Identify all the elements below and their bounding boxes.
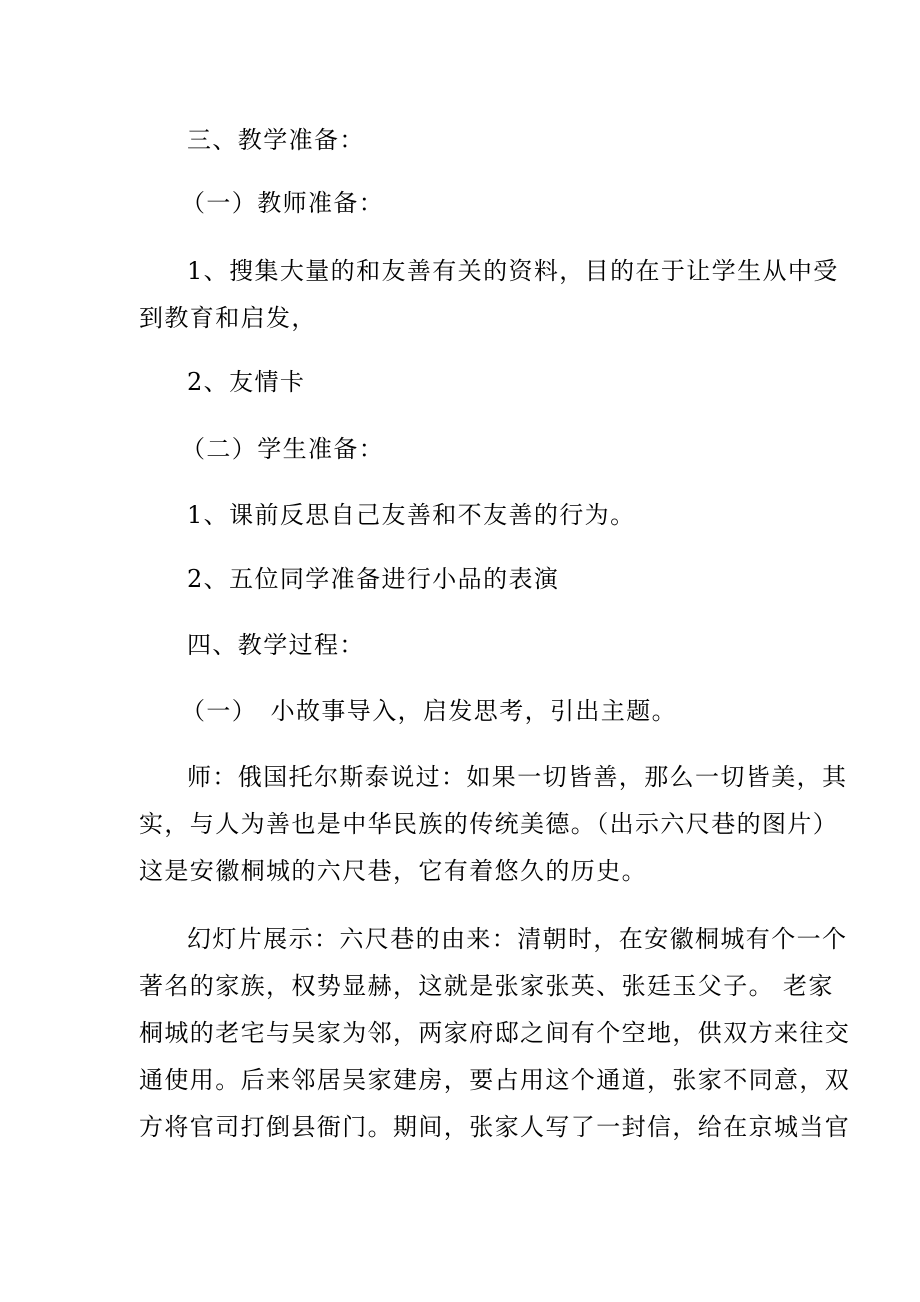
teacher-item-2: 2、友情卡 (187, 368, 306, 396)
teacher-speech-line-1: 师：俄国托尔斯泰说过：如果一切皆善，那么一切皆美，其 (187, 763, 848, 791)
subheading-story-intro: （一） 小故事导入，启发思考，引出主题。 (181, 697, 677, 725)
slide-story-line-2: 著名的家族，权势显赫，这就是张家张英、张廷玉父子。 老家 (139, 972, 834, 1000)
slide-story-line-5: 方将官司打倒县衙门。期间，张家人写了一封信，给在京城当官 (139, 1113, 851, 1141)
subheading-teacher-preparation: （一）教师准备： (181, 189, 385, 217)
slide-story-line-1: 幻灯片展示：六尺巷的由来：清朝时，在安徽桐城有个一个 (187, 925, 848, 953)
student-item-1: 1、课前反思自己友善和不友善的行为。 (187, 501, 636, 529)
heading-teaching-preparation: 三、教学准备： (187, 126, 365, 154)
teacher-item-1-line-1: 1、搜集大量的和友善有关的资料，目的在于让学生从中受 (187, 257, 839, 285)
heading-teaching-process: 四、教学过程： (187, 631, 365, 659)
teacher-item-1-line-2: 到教育和启发， (139, 304, 317, 332)
slide-story-line-3: 桐城的老宅与吴家为邻，两家府邸之间有个空地，供双方来往交 (139, 1019, 851, 1047)
subheading-student-preparation: （二）学生准备： (181, 435, 385, 463)
teacher-speech-line-3: 这是安徽桐城的六尺巷，它有着悠久的历史。 (139, 857, 647, 885)
student-item-2: 2、五位同学准备进行小品的表演 (187, 565, 560, 593)
slide-story-line-4: 通使用。后来邻居吴家建房，要占用这个通道，张家不同意，双 (139, 1066, 851, 1094)
teacher-speech-line-2: 实，与人为善也是中华民族的传统美德。（出示六尺巷的图片） (139, 810, 839, 838)
